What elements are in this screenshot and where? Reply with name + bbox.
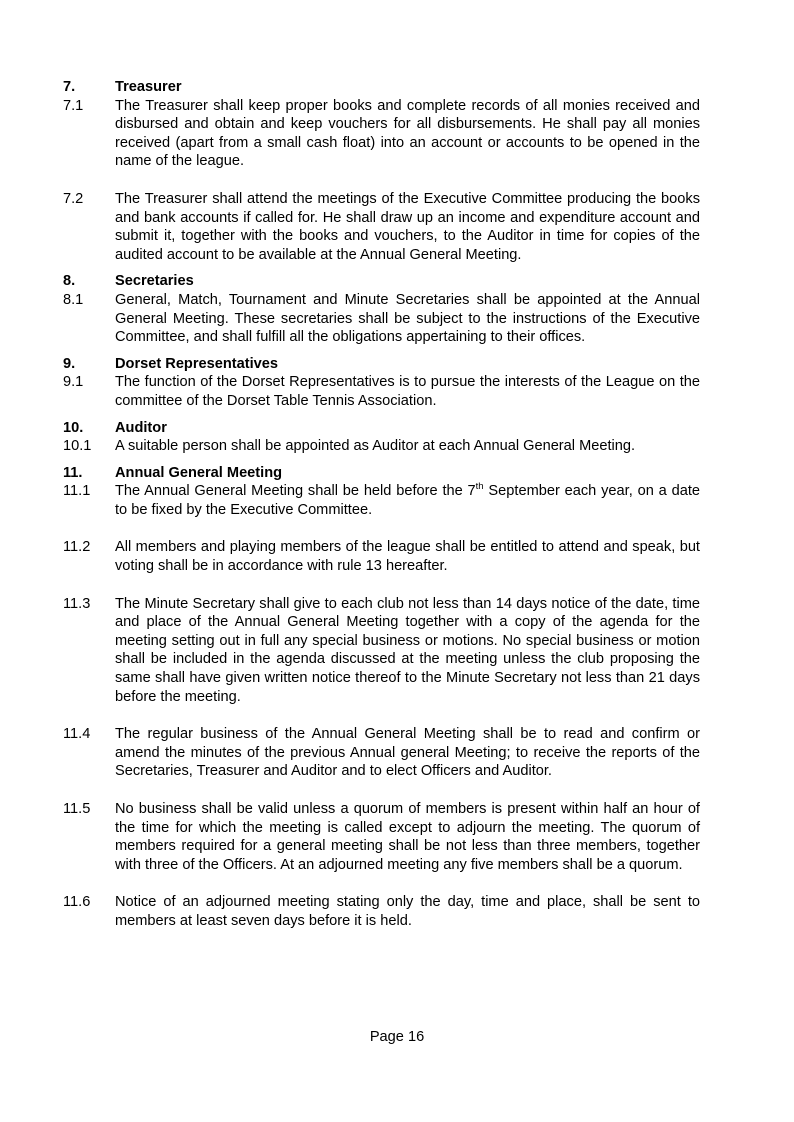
rule-item: [63, 725, 700, 781]
rule-text: Notice of an adjourned meeting stating only the day, time and place, shall be sent to members at least seven days before it is held.: [115, 894, 700, 929]
rule-item: [63, 190, 700, 264]
rule-number: 11.6: [63, 894, 91, 911]
rules-section: [63, 464, 700, 931]
section-title: Auditor: [115, 419, 167, 436]
rule-text: The Minute Secretary shall give to each club not less than 14 days notice of the date, time and place of the Annual General Meeting together with a copy of the agenda for the meeting setting out in full any special business or motions. No special business or motion shall be included in the agenda discussed at the meeting unless the club proposing the same shall have given written notice thereof to the Minute Secretary not less than 21 days before the meeting.: [115, 595, 700, 705]
rule-text: The Treasurer shall attend the meetings of the Executive Committee producing the books and bank accounts if called for. He shall draw up an income and expenditure account and submit it, together with the books and vouchers, to the Auditor in time for copies of the audited account to be available at the Annual General Meeting.: [115, 190, 700, 263]
rule-item: [63, 538, 700, 575]
rule-number: 8.1: [63, 291, 84, 308]
section-title: Secretaries: [115, 273, 194, 290]
rule-number: 11.1: [63, 483, 91, 500]
rule-text: General, Match, Tournament and Minute Secretaries shall be appointed at the Annual General Meeting. These secretaries shall be subject to the instructions of the Executive Committee, and shall fulfill all the obligations appertaining to their offices.: [115, 291, 700, 346]
section-number: 9.: [63, 355, 76, 372]
rules-section: [63, 419, 700, 456]
rule-item: [63, 437, 700, 456]
rule-text: The function of the Dorset Representatives is to pursue the interests of the League on the committee of the Dorset Table Tennis Association.: [115, 374, 700, 409]
page-footer: [0, 1028, 794, 1047]
rule-text: The regular business of the Annual General Meeting shall be to read and confirm or amend the minutes of the previous Annual general Meeting; to receive the reports of the Secretaries, Treasurer and Auditor and to elect Officers and Auditor.: [115, 726, 700, 780]
rule-item: [63, 482, 700, 519]
rule-item: [63, 893, 700, 930]
rule-text: The Treasurer shall keep proper books and complete records of all monies received and disbursed and obtain and keep vouchers for all disbursements. He shall pay all monies received (apart from a small cash float) into an account or accounts to be opened in the name of the league.: [115, 97, 700, 170]
section-heading: [63, 355, 700, 374]
rule-number: 11.4: [63, 726, 91, 743]
rule-item: [63, 595, 700, 707]
section-number: 11.: [63, 464, 83, 481]
rules-section: [63, 355, 700, 411]
rule-number: 10.1: [63, 438, 92, 455]
rule-number: 7.2: [63, 190, 84, 207]
rule-text: All members and playing members of the league shall be entitled to attend and speak, but voting shall be in accordance with rule 13 hereafter.: [115, 539, 700, 575]
rule-text: No business shall be valid unless a quorum of members is present within half an hour of the time for which the meeting is called except to adjourn the meeting. The quorum of members required for a general meeting shall be not less than three members, together with three of the Officers. At an adjourned meeting any five members shall be a quorum.: [115, 801, 700, 873]
document-content: [63, 78, 700, 931]
rule-text: A suitable person shall be appointed as Auditor at each Annual General Meeting.: [115, 438, 636, 455]
section-number: 10.: [63, 419, 84, 436]
rule-text: The Annual General Meeting shall be held before the 7th September each year, on a date to be fixed by the Executive Committee.: [115, 481, 700, 518]
rule-item: [63, 800, 700, 874]
rules-section: [63, 78, 700, 264]
rule-item: [63, 291, 700, 347]
rule-item: [63, 373, 700, 410]
section-title: Annual General Meeting: [115, 464, 283, 481]
section-title: Treasurer: [115, 79, 182, 95]
section-heading: [63, 272, 700, 291]
rule-number: 9.1: [63, 374, 84, 391]
page-number: Page 16: [369, 1029, 425, 1045]
section-number: 7.: [63, 79, 76, 95]
rule-number: 11.3: [63, 595, 91, 612]
rules-section: [63, 272, 700, 346]
section-heading: [63, 464, 700, 483]
section-heading: [63, 78, 700, 97]
rule-number: 11.5: [63, 801, 91, 817]
section-title: Dorset Representatives: [115, 355, 279, 372]
section-number: 8.: [63, 273, 76, 290]
section-heading: [63, 419, 700, 438]
rule-number: 7.1: [63, 97, 84, 114]
rule-item: [63, 97, 700, 171]
rule-number: 11.2: [63, 539, 91, 556]
